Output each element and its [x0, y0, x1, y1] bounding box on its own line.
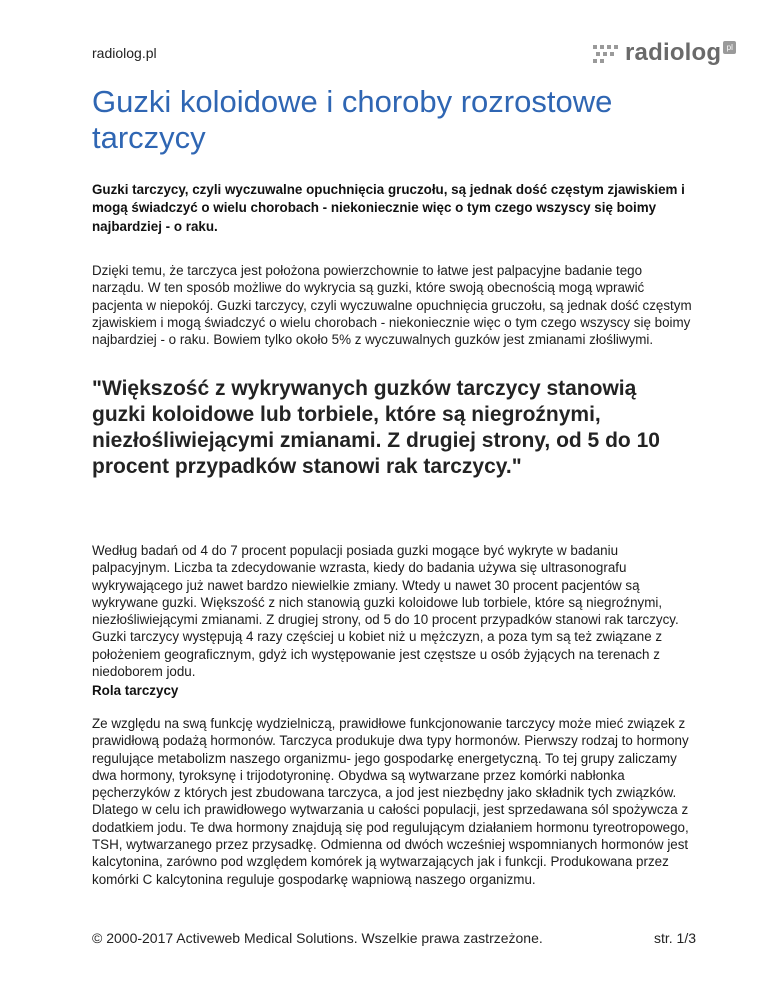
- site-name: radiolog.pl: [92, 45, 157, 61]
- pull-quote: "Większość z wykrywanych guzków tarczycy stanowią guzki koloidowe lub torbiele, które są niegroźnymi, niezłośliwiejącymi zmianami. Z drugiej strony, od 5 do 10 procent przypadków stanowi rak tarczycy.": [92, 377, 660, 478]
- logo-badge: pl: [723, 41, 736, 54]
- footer-copyright: © 2000-2017 Activeweb Medical Solutions. Wszelkie prawa zastrzeżone.: [92, 930, 543, 946]
- logo-text: radiolog: [625, 39, 722, 66]
- page-number: str. 1/3: [653, 930, 696, 946]
- paragraph-intro: Dzięki temu, że tarczyca jest położona powierzchownie to łatwe jest palpacyjne badanie tego narządu. W ten sposób możliwe do wykrycia są guzki, które swoją obecnością mogą wprawić pacjenta w niepokój. Guzki tarczycy, czyli wyczuwalne opuchnięcia gruczołu, są jednak dość częstym zjawiskiem i mogą świadczyć o wielu chorobach - niekoniecznie więc o tym czego wszyscy się boimy najbardziej - o raku. Bowiem tylko około 5% z wyczuwalnych guzków jest zmianami złośliwymi.: [92, 263, 692, 348]
- dots-logo-icon: [592, 42, 622, 64]
- article-title: Guzki koloidowe i choroby rozrostowe tarczycy: [92, 84, 613, 155]
- section-heading: Rola tarczycy: [92, 683, 179, 698]
- article-lead: Guzki tarczycy, czyli wyczuwalne opuchnięcia gruczołu, są jednak dość częstym zjawiskiem i mogą świadczyć o wielu chorobach - niekoniecznie więc o tym czego wszyscy się boimy najbardziej - o raku.: [92, 182, 685, 234]
- radiolog-logo: [592, 38, 736, 68]
- paragraph-thyroid-role: Ze względu na swą funkcję wydzielniczą, prawidłowe funkcjonowanie tarczycy może mieć związek z prawidłową podażą hormonów. Tarczyca produkuje dwa typy hormonów. Pierwszy rodzaj to hormony regulujące metabolizm naszego organizmu- jego gospodarkę energetyczną. To tej grupy zaliczamy dwa hormony, tyroksynę i trijodotyroninę. Obydwa są wytwarzane przez komórki nabłonka pęcherzyków z których jest zbudowana tarczyca, a jod jest niezbędny jako składnik tych związków. Dlatego w celu ich prawidłowego wytwarzania u całości populacji, jest sprzedawana sól spożywcza z dodatkiem jodu. Te dwa hormony znajdują się pod regulującym działaniem hormonu tyreotropowego, TSH, wytwarzanego przez przysadkę. Odmienna od dwóch wcześniej wspomnianych hormonów jest kalcytonina, zarówno pod względem komórek ją wytwarzających jak i funkcji. Produkowana przez komórki C kalcytonina reguluje gospodarkę wapniową naszego organizmu.: [92, 716, 689, 887]
- paragraph-statistics: Według badań od 4 do 7 procent populacji posiada guzki mogące być wykryte w badaniu palpacyjnym. Liczba ta zdecydowanie wzrasta, kiedy do badania używa się ultrasonografu wykrywającego już nawet bardzo niewielkie zmiany. Wtedy u nawet 30 procent pacjentów są wykrywane guzki. Większość z nich stanowią guzki koloidowe lub torbiele, które są niegroźnymi, niezłośliwiejącymi zmianami. Z drugiej strony, od 5 do 10 procent przypadków stanowi rak tarczycy. Guzki tarczycy występują 4 razy częściej u kobiet niż u mężczyzn, a poza tym są też związane z położeniem geograficznym, gdyż ich występowanie jest częstsze u osób żyjących na terenach z niedoborem jodu.: [92, 543, 679, 680]
